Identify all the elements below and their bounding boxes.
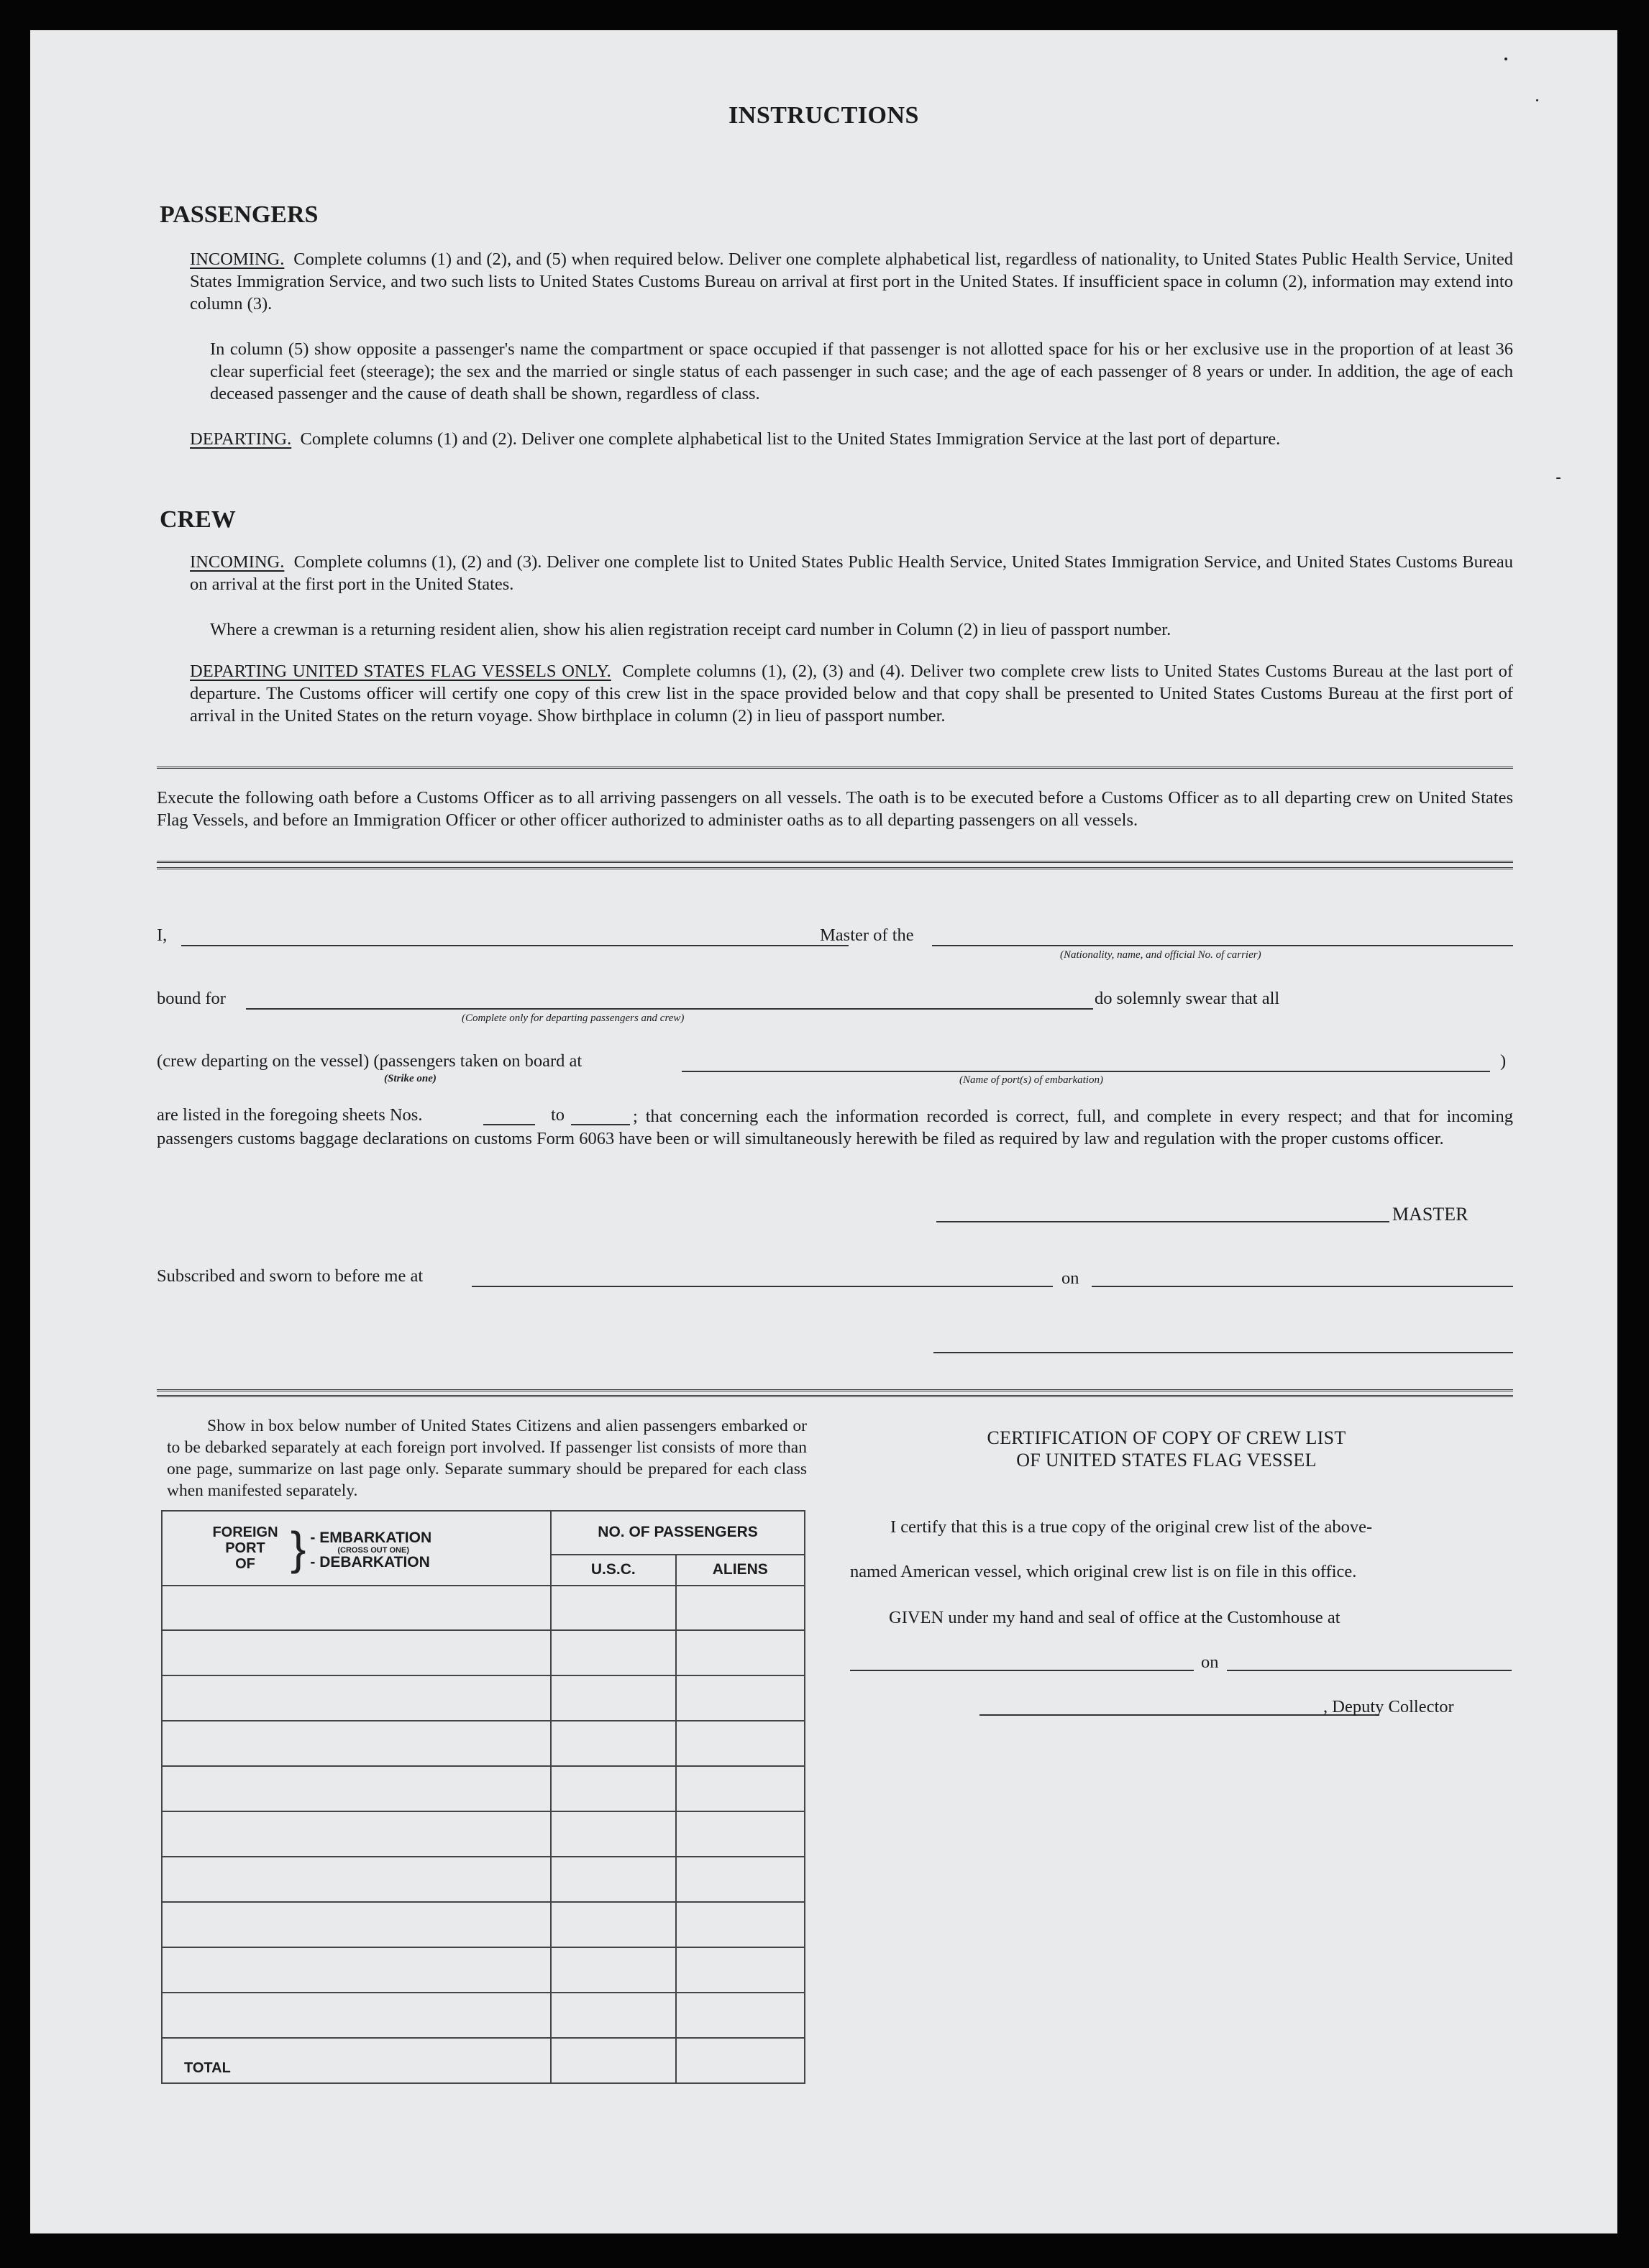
table-row: [162, 1993, 805, 2038]
scan-speck: [1536, 99, 1538, 101]
certification-heading: [843, 1427, 1490, 1471]
master-signature-field[interactable]: [936, 1221, 1389, 1222]
section-divider: [157, 1395, 1513, 1399]
port-cell[interactable]: [162, 1721, 551, 1766]
no-of-passengers-header: NO. OF PASSENGERS: [551, 1511, 805, 1555]
table-row: [162, 1675, 805, 1721]
listed-suffix: ; that concerning each the information recorded is correct, full, and complete in every respect; and that for incoming passengers customs baggage declarations on customs Form 6063 have been or will simultaneously herewith be filed as required by law and regulation with the proper customs officer.: [157, 1107, 1513, 1148]
crew-heading: CREW: [160, 506, 236, 533]
aliens-cell[interactable]: [676, 1721, 805, 1766]
listed-prefix: are listed in the foregoing sheets Nos.: [157, 1105, 423, 1125]
usc-header: U.S.C.: [551, 1555, 675, 1586]
brace-icon: }: [291, 1522, 306, 1574]
certify-line1: I certify that this is a true copy of the original crew list of the above-: [890, 1517, 1373, 1537]
embarkation-ports-field[interactable]: [682, 1071, 1490, 1072]
departing-note: (Complete only for departing passengers and crew): [462, 1012, 685, 1024]
port-label: PORT: [225, 1540, 265, 1556]
carrier-note: (Nationality, name, and official No. of carrier): [1060, 949, 1261, 961]
crew-resident-paragraph: Where a crewman is a returning resident alien, show his alien registration receipt card number in Column (2) in lieu of passport number.: [210, 620, 1171, 639]
aliens-cell[interactable]: [676, 1857, 805, 1902]
subscribed-label: Subscribed and sworn to before me at: [157, 1266, 424, 1286]
certification-on-label: on: [1201, 1652, 1219, 1672]
table-row: [162, 1811, 805, 1857]
table-row: [162, 1586, 805, 1631]
aliens-cell[interactable]: [676, 1630, 805, 1675]
port-cell[interactable]: [162, 1811, 551, 1857]
passengers-departing-text: Complete columns (1) and (2). Deliver one complete alphabetical list to the United States Immigration Service at the last port of departure.: [300, 429, 1281, 449]
total-label: TOTAL: [162, 2038, 551, 2083]
master-name-field[interactable]: [181, 945, 849, 946]
section-divider: [157, 861, 1513, 865]
certification-heading-line1: CERTIFICATION OF COPY OF CREW LIST: [987, 1427, 1346, 1448]
crew-departing-label: (crew departing on the vessel) (passengers taken on board at: [157, 1051, 583, 1071]
aliens-header: ALIENS: [676, 1555, 805, 1586]
usc-cell[interactable]: [551, 1721, 675, 1766]
section-divider: [157, 767, 1513, 771]
crew-departing-paragraph: [190, 660, 1513, 727]
total-row: [162, 2038, 805, 2083]
usc-cell[interactable]: [551, 1811, 675, 1857]
crew-incoming-text: Complete columns (1), (2) and (3). Deliver one complete list to United States Public Health Service, United States Immigration Service, and United States Customs Bureau on arrival at the first port in the United States.: [190, 552, 1514, 594]
section-divider: [157, 867, 1513, 872]
scan-speck: [1504, 58, 1507, 60]
officer-signature-field[interactable]: [933, 1352, 1513, 1353]
sworn-place-field[interactable]: [472, 1286, 1053, 1287]
usc-cell[interactable]: [551, 1630, 675, 1675]
table-row: [162, 1902, 805, 1947]
passengers-incoming-text: Complete columns (1) and (2), and (5) when required below. Deliver one complete alphabetical list, regardless of nationality, to United States Public Health Service, United States Immigration Service, and two such lists to United States Customs Bureau on arrival at first port in the United States. If insufficient space in column (2), information may extend into column (3).: [190, 250, 1513, 314]
page-title: INSTRUCTIONS: [728, 102, 919, 129]
passenger-summary-table: [161, 1510, 805, 2084]
port-cell[interactable]: [162, 1766, 551, 1811]
master-of-the-label: Master of the: [820, 925, 914, 945]
deputy-collector-label: , Deputy Collector: [1323, 1697, 1454, 1716]
strike-one-note: (Strike one): [384, 1073, 437, 1084]
summary-instruction: Show in box below number of United States Citizens and alien passengers embarked or to be debarked separately at each foreign port involved. If passenger list consists of more than one page, summarize on last page only. Separate summary should be prepared for each class when manifested separately.: [167, 1417, 807, 1500]
port-cell[interactable]: [162, 1675, 551, 1721]
table-row: [162, 1721, 805, 1766]
deputy-signature-field[interactable]: [979, 1714, 1379, 1716]
table-row: [162, 1630, 805, 1675]
aliens-cell[interactable]: [676, 1766, 805, 1811]
certification-date-field[interactable]: [1227, 1670, 1512, 1671]
passengers-heading: PASSENGERS: [160, 201, 319, 228]
passengers-incoming-label: INCOMING.: [190, 250, 285, 269]
given-text: GIVEN under my hand and seal of office at the Customhouse at: [889, 1608, 1340, 1627]
oath-i-label: I,: [157, 925, 168, 945]
table-row: [162, 1766, 805, 1811]
aliens-cell[interactable]: [676, 1993, 805, 2038]
cross-out-note: (CROSS OUT ONE): [337, 1545, 409, 1555]
usc-cell[interactable]: [551, 1857, 675, 1902]
crew-incoming-label: INCOMING.: [190, 552, 285, 572]
aliens-cell[interactable]: [676, 1947, 805, 1993]
foreign-port-header: [162, 1511, 551, 1586]
solemnly-swear-label: do solemnly swear that all: [1095, 989, 1280, 1008]
carrier-field[interactable]: [932, 945, 1513, 946]
usc-cell[interactable]: [551, 1586, 675, 1631]
bound-for-label: bound for: [157, 989, 226, 1008]
debarkation-label[interactable]: - DEBARKATION: [310, 1553, 430, 1570]
port-cell[interactable]: [162, 1630, 551, 1675]
ports-note: (Name of port(s) of embarkation): [959, 1074, 1103, 1086]
passengers-departing-label: DEPARTING.: [190, 429, 292, 449]
usc-cell[interactable]: [551, 1902, 675, 1947]
port-cell[interactable]: [162, 1993, 551, 2038]
close-paren: ): [1500, 1051, 1507, 1071]
aliens-cell[interactable]: [676, 1675, 805, 1721]
sworn-on-label: on: [1061, 1268, 1079, 1288]
certify-line2: named American vessel, which original crew list is on file in this office.: [850, 1562, 1357, 1581]
certification-heading-line2: OF UNITED STATES FLAG VESSEL: [1016, 1450, 1317, 1471]
table-row: [162, 1857, 805, 1902]
crew-incoming-paragraph: [190, 551, 1513, 595]
aliens-cell[interactable]: [676, 1811, 805, 1857]
bound-for-field[interactable]: [246, 1008, 1093, 1010]
port-cell[interactable]: [162, 1857, 551, 1902]
scan-speck: [1556, 477, 1561, 479]
usc-cell[interactable]: [551, 1993, 675, 2038]
section-divider: [157, 1389, 1513, 1394]
port-cell[interactable]: [162, 1947, 551, 1993]
table-row: [162, 1947, 805, 1993]
usc-total-cell[interactable]: [551, 2038, 675, 2083]
embarkation-label[interactable]: - EMBARKATION: [310, 1529, 432, 1546]
oath-instruction: Execute the following oath before a Customs Officer as to all arriving passengers on all vessels. The oath is to be executed before a Customs Officer as to all departing crew on United States Flag Vessels, and before an Immigration Officer or other officer authorized to administer oaths as to all departing passengers on all vessels.: [157, 788, 1513, 830]
of-label: OF: [235, 1555, 255, 1572]
passengers-departing-paragraph: [190, 428, 1513, 450]
passengers-column5-paragraph: In column (5) show opposite a passenger's name the compartment or space occupied if that passenger is not allotted space for his or her exclusive use in the proportion of at least 36 clear superficial feet (steerage); the sex and the married or single status of each passenger in such case; and the age of each passenger of 8 years or under. In addition, the age of each deceased passenger and the cause of death shall be shown, regardless of class.: [210, 339, 1513, 403]
port-cell[interactable]: [162, 1902, 551, 1947]
customhouse-field[interactable]: [850, 1670, 1194, 1671]
sworn-date-field[interactable]: [1092, 1286, 1513, 1287]
crew-departing-text: Complete columns (1), (2), (3) and (4). Deliver two complete crew lists to United States Customs Bureau at the last port of departure. The Customs officer will certify one copy of this crew list in the space provided below and that copy shall be presented to United States Customs Bureau at the first port of arrival in the United States on the return voyage. Show birthplace in column (2) in lieu of passport number.: [190, 662, 1513, 726]
usc-cell[interactable]: [551, 1766, 675, 1811]
aliens-cell[interactable]: [676, 1586, 805, 1631]
usc-cell[interactable]: [551, 1947, 675, 1993]
port-cell[interactable]: [162, 1586, 551, 1631]
aliens-total-cell[interactable]: [676, 2038, 805, 2083]
to-label: to: [551, 1105, 565, 1125]
passengers-incoming-paragraph: [190, 248, 1513, 315]
foreign-label: FOREIGN: [212, 1524, 278, 1540]
usc-cell[interactable]: [551, 1675, 675, 1721]
master-label: MASTER: [1392, 1204, 1468, 1225]
crew-departing-label: DEPARTING UNITED STATES FLAG VESSELS ONLY.: [190, 662, 611, 681]
aliens-cell[interactable]: [676, 1902, 805, 1947]
form-page: [30, 30, 1617, 2233]
